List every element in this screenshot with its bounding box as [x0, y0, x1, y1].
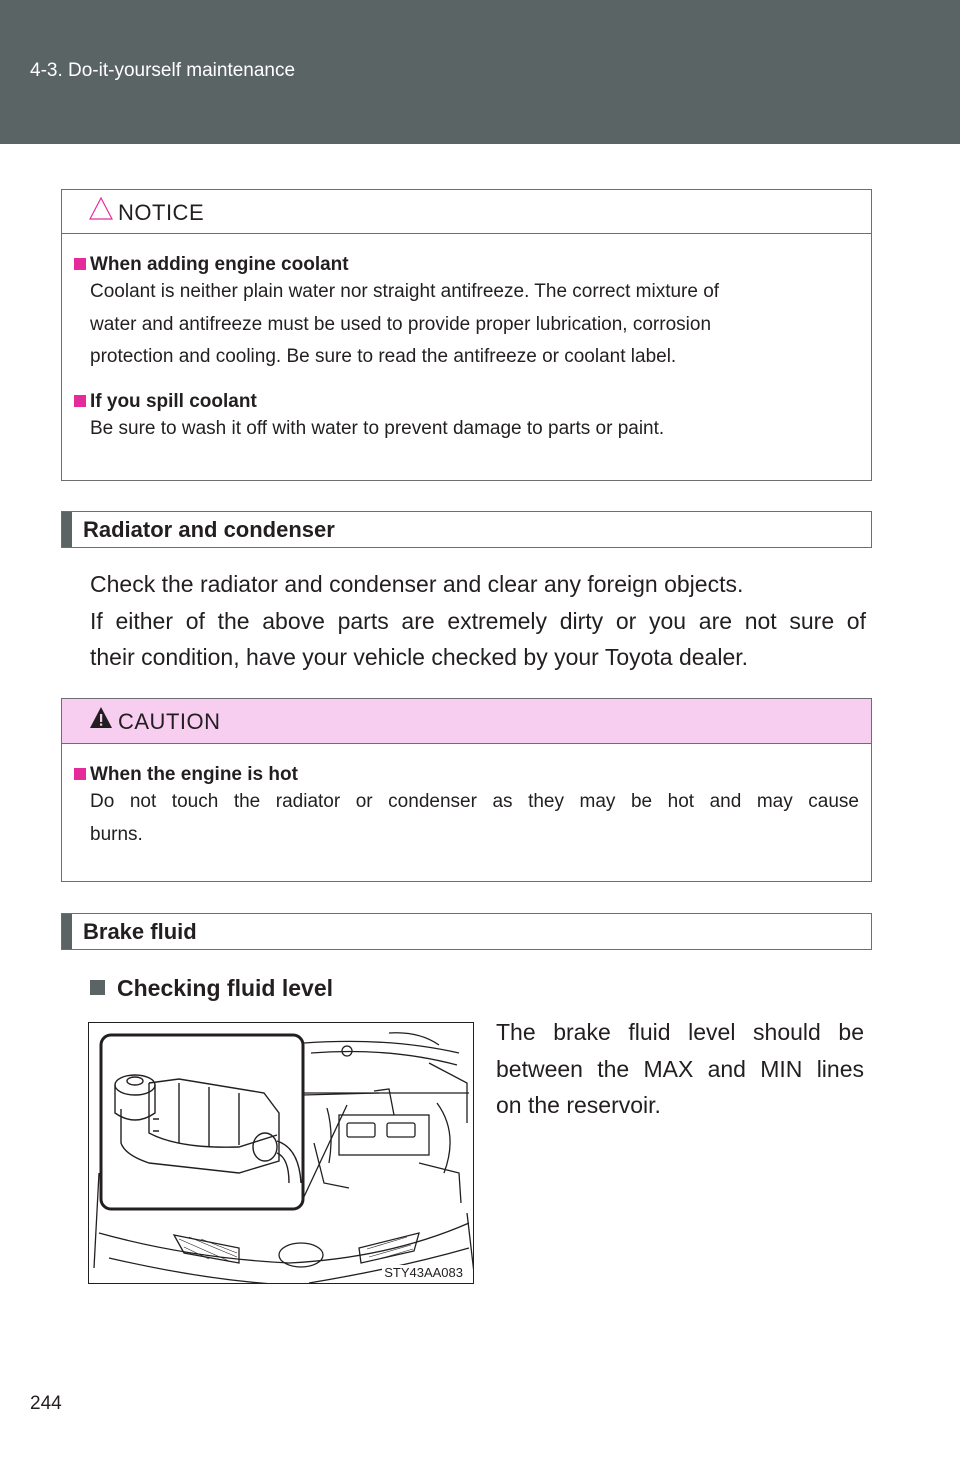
warning-outline-icon [88, 196, 114, 222]
notice-line: water and antifreeze must be used to provide proper lubrication, corrosion [90, 313, 712, 335]
notice-item-title: If you spill coolant [90, 391, 257, 412]
notice-item-body [90, 276, 859, 374]
caution-item-title: When the engine is hot [90, 764, 298, 785]
section-heading-text: Brake fluid [83, 919, 197, 944]
notice-item-title: When adding engine coolant [90, 254, 349, 275]
radiator-body [90, 566, 866, 676]
notice-line: Coolant is neither plain water nor straight antifreeze. The correct mixture of [90, 281, 720, 302]
body-line: Check the radiator and condenser and clear any foreign objects. [90, 571, 744, 597]
notice-box [61, 189, 872, 481]
chapter-header [0, 0, 960, 144]
bullet-square-icon [74, 768, 86, 780]
body-line: between the MAX and MIN lines [496, 1055, 864, 1082]
heading-bar [62, 512, 72, 547]
subheading-checking [90, 975, 333, 1002]
figure-code: STY43AA083 [384, 1265, 463, 1280]
subheading-text: Checking fluid level [117, 975, 333, 1001]
bullet-square-icon [74, 395, 86, 407]
brake-body [496, 1014, 864, 1124]
bullet-square-icon [90, 980, 105, 995]
section-heading-brake [61, 913, 872, 950]
heading-bar [62, 914, 72, 949]
body-line: If either of the above parts are extremely dirty or you are not sure of [90, 607, 866, 634]
page-number: 244 [30, 1393, 62, 1414]
brake-reservoir-illustration [88, 1022, 474, 1284]
notice-line: Be sure to wash it off with water to prevent damage to parts or paint. [90, 418, 665, 439]
caution-header [62, 699, 871, 744]
engine-bay-drawing [89, 1023, 474, 1284]
warning-icon [88, 705, 114, 731]
caution-title: CAUTION [118, 709, 221, 734]
caution-line: Do not touch the radiator or condenser as they may be hot and may cause [90, 791, 859, 812]
body-line: their condition, have your vehicle checked by your Toyota dealer. [90, 644, 749, 670]
section-heading-radiator [61, 511, 872, 548]
notice-header [62, 190, 871, 234]
caution-box [61, 698, 872, 882]
caution-item-body [90, 786, 859, 851]
notice-line: protection and cooling. Be sure to read the antifreeze or coolant label. [90, 346, 677, 367]
caution-line: burns. [90, 823, 143, 845]
notice-item-body [90, 413, 859, 446]
section-heading-text: Radiator and condenser [83, 517, 335, 542]
body-line: on the reservoir. [496, 1092, 661, 1118]
notice-title: NOTICE [118, 200, 205, 225]
section-label: 4-3. Do-it-yourself maintenance [30, 60, 296, 81]
bullet-square-icon [74, 258, 86, 270]
body-line: The brake fluid level should be [496, 1019, 864, 1045]
